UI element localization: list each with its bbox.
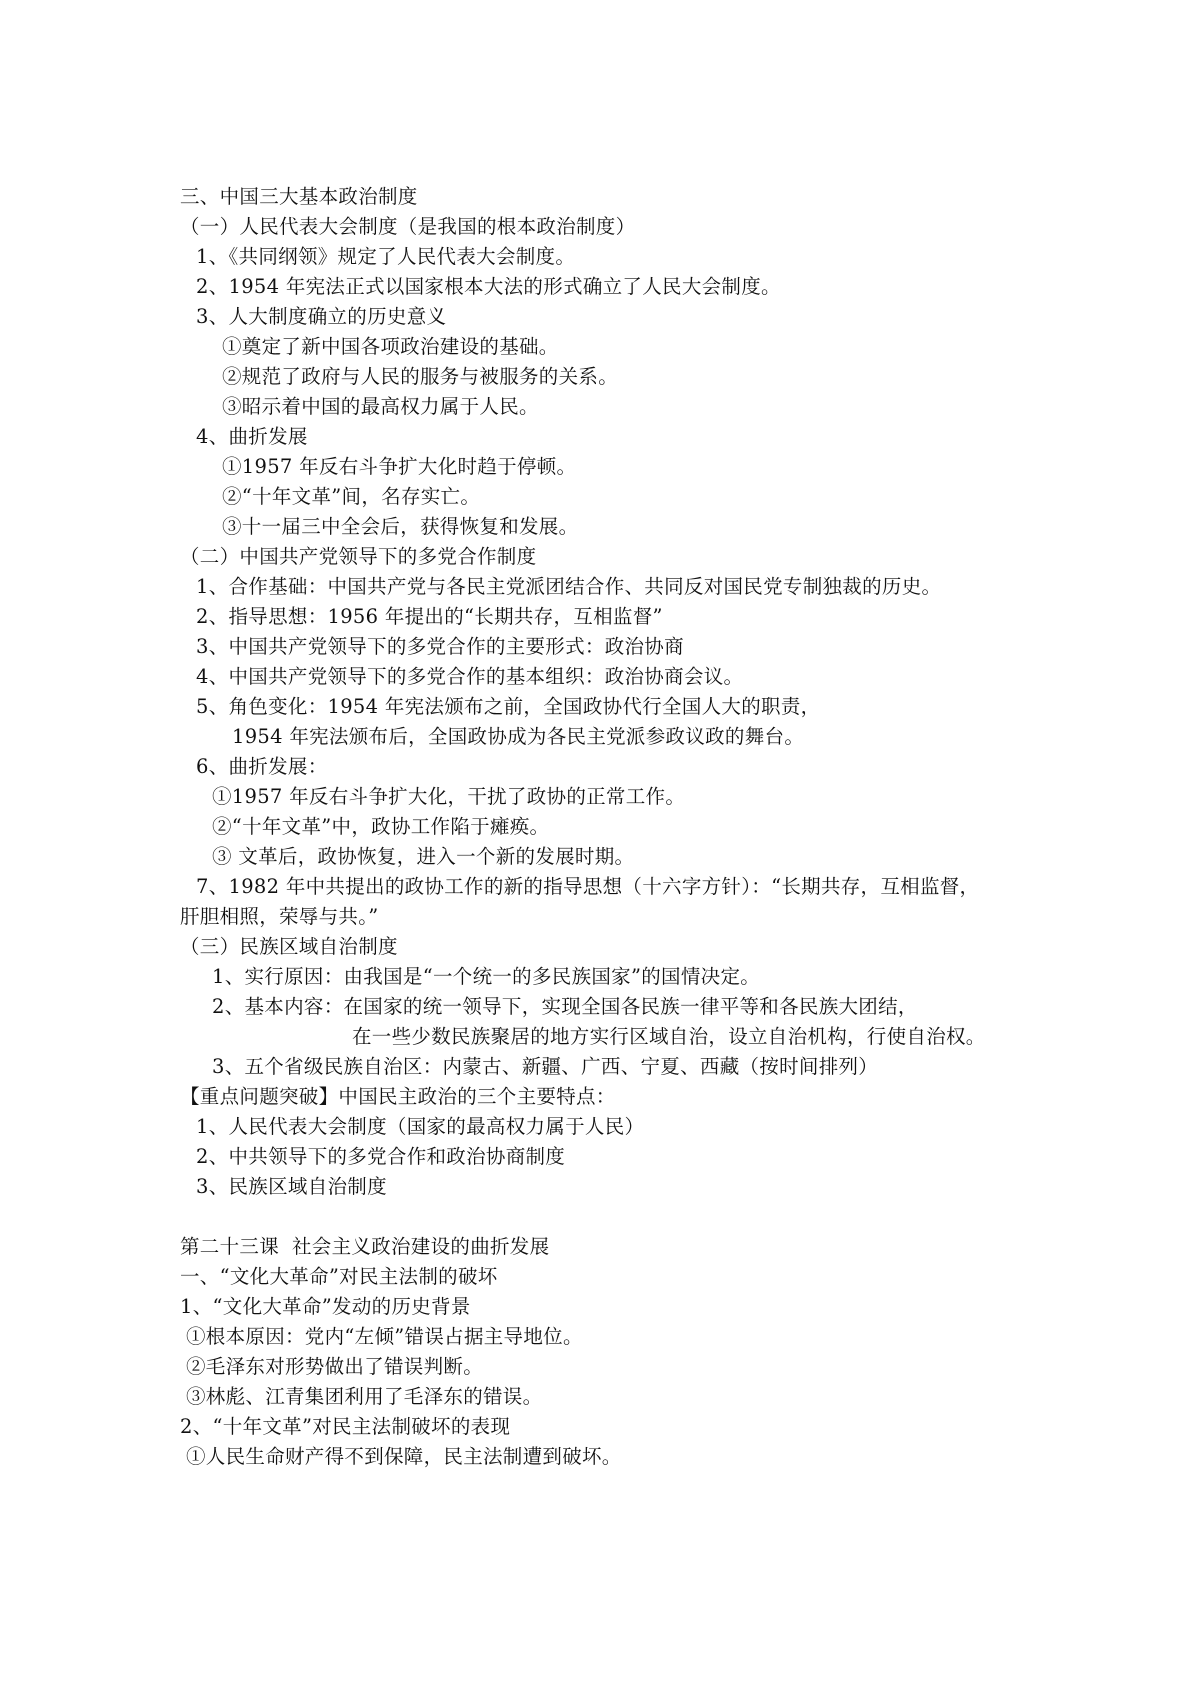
text-line: ③林彪、江青集团利用了毛泽东的错误。 <box>186 1385 543 1408</box>
text-line: 1、《共同纲领》规定了人民代表大会制度。 <box>196 245 576 268</box>
section-heading: 一、“文化大革命”对民主法制的破坏 <box>180 1265 498 1288</box>
section-heading: 三、中国三大基本政治制度 <box>180 185 418 208</box>
text-line: 4、曲折发展 <box>196 425 308 448</box>
text-line: 3、民族区域自治制度 <box>196 1175 387 1198</box>
subsection-heading: （三）民族区域自治制度 <box>180 935 398 958</box>
text-line: 4、中国共产党领导下的多党合作的基本组织：政治协商会议。 <box>196 665 744 688</box>
text-line: ①奠定了新中国各项政治建设的基础。 <box>222 335 559 358</box>
text-line: 2、1954 年宪法正式以国家根本大法的形式确立了人民大会制度。 <box>196 275 781 298</box>
text-line: 7、1982 年中共提出的政协工作的新的指导思想（十六字方针）：“长期共存，互相监督， <box>196 875 980 898</box>
text-line: 3、中国共产党领导下的多党合作的主要形式：政治协商 <box>196 635 684 658</box>
text-line: ①人民生命财产得不到保障，民主法制遭到破坏。 <box>186 1445 622 1468</box>
text-line: 5、角色变化：1954 年宪法颁布之前，全国政协代行全国人大的职责， <box>196 695 821 718</box>
text-line: 2、指导思想：1956 年提出的“长期共存，互相监督” <box>196 605 663 628</box>
text-line: 2、中共领导下的多党合作和政治协商制度 <box>196 1145 566 1168</box>
text-line: 1954 年宪法颁布后，全国政协成为各民主党派参政议政的舞台。 <box>232 725 805 748</box>
subsection-heading: （二）中国共产党领导下的多党合作制度 <box>180 545 537 568</box>
text-line: 2、“十年文革”对民主法制破坏的表现 <box>180 1415 511 1438</box>
text-line: ①1957 年反右斗争扩大化时趋于停顿。 <box>222 455 577 478</box>
text-line: 在一些少数民族聚居的地方实行区域自治，设立自治机构，行使自治权。 <box>352 1025 986 1048</box>
key-point-heading: 【重点问题突破】中国民主政治的三个主要特点： <box>180 1085 616 1108</box>
text-line: 6、曲折发展： <box>196 755 328 778</box>
text-line: ①1957 年反右斗争扩大化，干扰了政协的正常工作。 <box>212 785 686 808</box>
text-line: 3、五个省级民族自治区：内蒙古、新疆、广西、宁夏、西藏（按时间排列） <box>212 1055 879 1078</box>
text-line: 1、“文化大革命”发动的历史背景 <box>180 1295 471 1318</box>
text-line: 2、基本内容：在国家的统一领导下，实现全国各民族一律平等和各民族大团结， <box>212 995 918 1018</box>
text-line: ③十一届三中全会后，获得恢复和发展。 <box>222 515 579 538</box>
text-line: 肝胆相照，荣辱与共。” <box>180 905 379 928</box>
text-line: 1、实行原因：由我国是“一个统一的多民族国家”的国情决定。 <box>212 965 761 988</box>
text-line: ②规范了政府与人民的服务与被服务的关系。 <box>222 365 619 388</box>
text-line: ③昭示着中国的最高权力属于人民。 <box>222 395 539 418</box>
text-line: ①根本原因：党内“左倾”错误占据主导地位。 <box>186 1325 583 1348</box>
text-line: ②“十年文革”中，政协工作陷于瘫痪。 <box>212 815 550 838</box>
text-line: ②毛泽东对形势做出了错误判断。 <box>186 1355 484 1378</box>
text-line: ②“十年文革”间，名存实亡。 <box>222 485 481 508</box>
text-line: 1、人民代表大会制度（国家的最高权力属于人民） <box>196 1115 645 1138</box>
text-line: 1、合作基础：中国共产党与各民主党派团结合作、共同反对国民党专制独裁的历史。 <box>196 575 942 598</box>
text-line: ③ 文革后，政协恢复，进入一个新的发展时期。 <box>212 845 635 868</box>
text-line: 3、人大制度确立的历史意义 <box>196 305 447 328</box>
lesson-title: 第二十三课 社会主义政治建设的曲折发展 <box>180 1235 550 1258</box>
subsection-heading: （一）人民代表大会制度（是我国的根本政治制度） <box>180 215 636 238</box>
